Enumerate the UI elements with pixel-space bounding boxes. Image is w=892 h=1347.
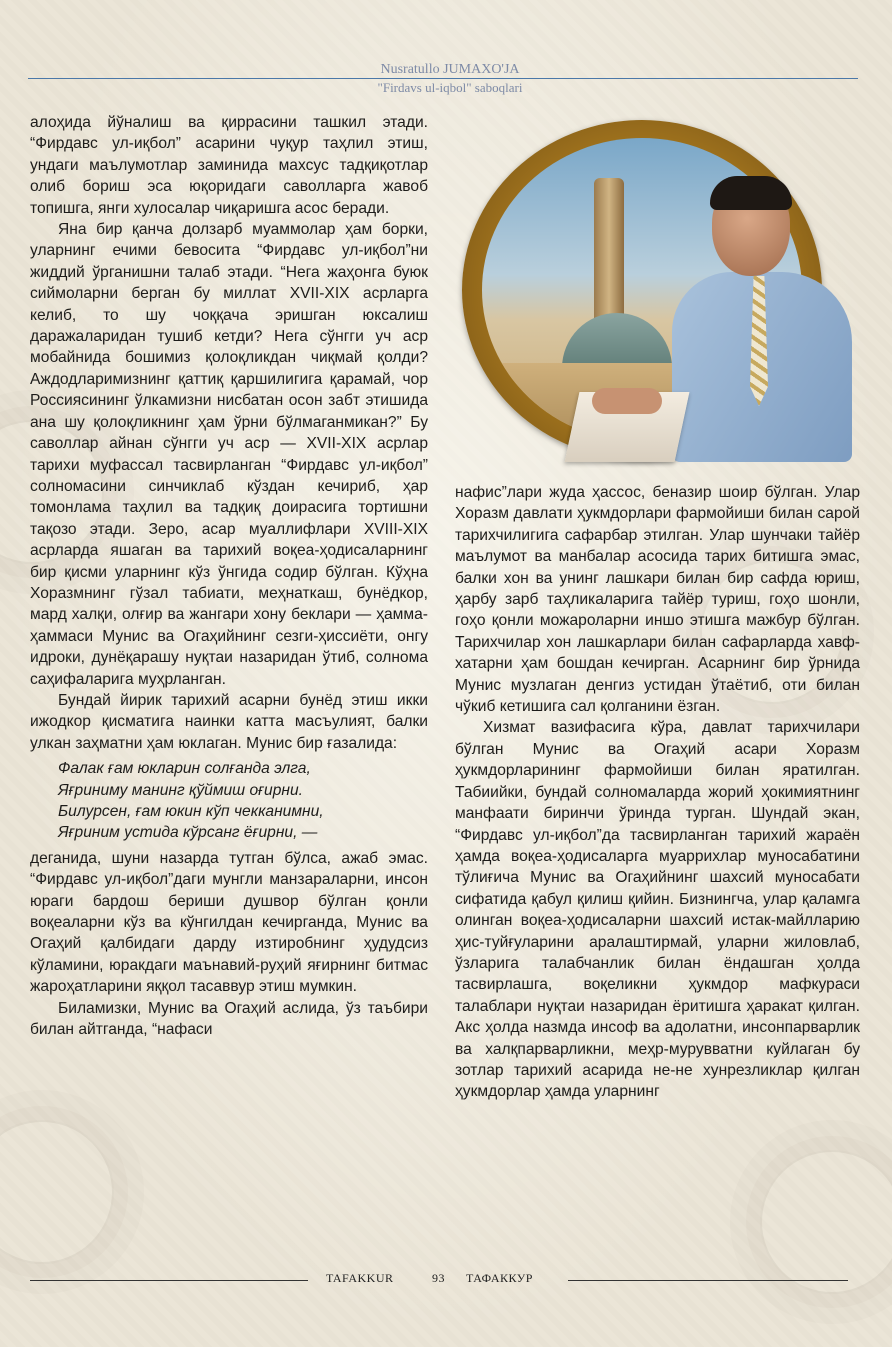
paragraph: Хизмат вазифасига кўра, давлат тарихчилари бўлган Мунис ва Огаҳий асари Хоразм ҳукмдорларининг фармойиши билан яратилган. Табиийки, бундай солномаларда жорий ҳокимиятнинг манфаати биринчи ўринда турган. Шундай экан, “Фирдавс ул-иқбол”да тасвирланган тарихий жараён ҳамда воқеа-ҳодисаларга муаррихлар муносабатини тўлиғича Мунис ва Огаҳийнинг шахсий муносабати сифатида қабул қилиш қийин. Бизнингча, улар қаламга олинган воқеа-ҳодисаларни шахсий истак-майлларию ҳис-туйғуларини аралаштирмай, уларни жиловлаб, ўзларига талабчанлик билан ёндашган ҳолда тасвирлашга, воқеликни ҳукмдор мафкураси талаблари нуқтаи назаридан ёритишга ҳаракат қилган. Акс ҳолда назмда инсоф ва адолатни, инсонпарварлик ва халқпарварликни, меҳр-мурувватни куйлаган бу зотлар тарихий асарида не-не хунрезликлар қилган ҳукмдорлар ҳамда уларнинг <box>455 719 860 1101</box>
right-text-column <box>455 482 860 1103</box>
footer-rule-right <box>568 1280 848 1281</box>
hand <box>592 388 662 414</box>
poem-quote <box>30 758 428 844</box>
paragraph: Биламизки, Мунис ва Огаҳий аслида, ўз таъбири билан айтганда, “нафаси <box>30 999 428 1039</box>
verse-line: Фалак ғам юкларин солғанда элга, <box>58 760 311 778</box>
paragraph: деганида, шуни назарда тутган бўлса, ажаб эмас. “Фирдавс ул-иқбол”даги мунгли манзараларни, инсон юраги бардош бериши душвор бўлган қонли воқеаларни кўз ва кўнгилдан кечирганда, Мунис ва Огаҳий қалбидаги дарду изтиробнинг ҳудудсиз кўламини, юракдаги маънавий-руҳий яғирнинг битмас жароҳатларини яққол тасаввур этиш мумкин. <box>30 849 428 996</box>
paragraph: алоҳида йўналиш ва қиррасини ташкил этади. “Фирдавс ул-иқбол” асарини чуқур таҳлил этиш, ундаги маълумотлар заминида махсус тадқиқотлар олиб бориш эса юқоридаги саволларга жавоб топишга, янги хулосалар чиқаришга асос беради. <box>30 114 428 217</box>
verse-line: Яғриниму манинг қўймиш оғирни. <box>58 781 303 799</box>
paragraph: нафис”лари жуда ҳассос, беназир шоир бўлган. Улар Хоразм давлати ҳукмдорлари фармойиши билан сарой тарихчилигига сафарбар этилган. Улар шунчаки тайёр маълумот ва манбалар асосида тарих битишга эмас, балки хон ва унинг лашкари билан бир сафда юриш, ҳарбу зарб таҳликаларига тайёр туриш, гоҳо шонли, гоҳо қонли можароларни иншо этишга мажбур бўлган. Тарихчилар хон лашкарлари билан сафарларда хавф-хатарни ҳам бошдан кечирган. Асарнинг бир ўрнида Мунис музлаган денгиз устидан ўтаётиб, оти билан чўкиб кетишига сал қолганини ёзган. <box>455 484 860 716</box>
footer-magazine-cyrillic: ТАФАККУР <box>466 1271 533 1285</box>
background-ornament <box>0 1120 114 1264</box>
footer-rule-left <box>30 1280 308 1281</box>
author-photo <box>462 120 852 470</box>
page-footer <box>0 1268 892 1292</box>
hair <box>710 176 792 210</box>
header-author: Nusratullo JUMAXO'JA <box>380 62 520 77</box>
verse-line: Билурсен, ғам юкин кўп чекканимни, <box>58 803 324 820</box>
footer-magazine-latin: TAFAKKUR <box>326 1271 394 1285</box>
header-rule <box>28 78 858 79</box>
left-text-column <box>30 112 428 1040</box>
page-number: 93 <box>432 1271 445 1285</box>
paragraph: Бундай йирик тарихий асарни бунёд этиш икки ижодкор қисматига наинки катта масъулият, балки улкан заҳматни ҳам юклаган. Мунис бир ғазалида: <box>30 691 428 752</box>
author-portrait <box>672 180 852 450</box>
header-subtitle: "Firdavs ul-iqbol" saboqlari <box>377 80 523 95</box>
running-header <box>0 56 892 96</box>
verse-line: Яғриним устида кўрсанг ёғирни, — <box>58 824 318 842</box>
paragraph: Яна бир қанча долзарб муаммолар ҳам борки, уларнинг ечими бевосита “Фирдавс ул-иқбол”ни жиддий ўрганишни талаб этади. “Нега жаҳонга буюк сиймоларни берган бу миллат XVII-XIX асрларга келиб, то шу чоққача эришган юксалиш даражаларидан тушиб кетди? Нега сўнгги уч аср мобайнида бошимиз қолоқликдан чиқмай қолди? Аждодларимизнинг қаттиқ қаршилигига қарамай, чор Россиясининг ўлкамизни нисбатан осон забт этишида ана шу қолоқликнинг ҳам ўрни бўлмаганмикан?” Бу саволлар айнан сўнгги уч аср — XVII-XIX асрлар тарихи муфассал тасвирланган “Фирдавс ул-иқбол” солномасини синчиклаб кўздан кечириб, ҳар томонлама таҳлил ва тадқиқ доирасига тортишни тақозо этади. Зеро, асар муаллифлари XVIII-XIX асрларда яшаган ва тарихий воқеа-ҳодисаларнинг бир қисми уларнинг кўз ўнгида содир бўлган. Кўҳна Хоразмнинг гўзал табиати, меҳнаткаш, бунёдкор, мард халқи, олғир ва жангари хону беклари — ҳамма-ҳаммаси Мунис ва Огаҳийнинг сезги-ҳиссиёти, онгу идроки, дунёқарашу нуқтаи назаридан ўтиб, солнома саҳифаларига муҳрланган. <box>30 221 428 688</box>
